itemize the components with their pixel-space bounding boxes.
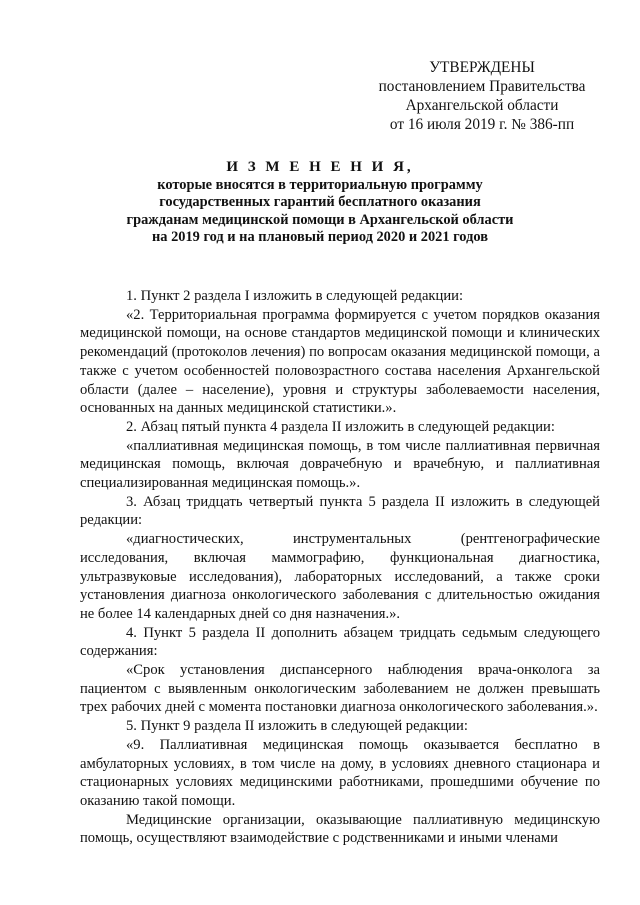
approval-block (356, 58, 608, 134)
document-body (80, 287, 600, 848)
document-subtitle-line: которые вносятся в территориальную программу (157, 176, 483, 193)
document-heading (70, 159, 570, 247)
approval-line: Архангельской области (405, 97, 559, 114)
paragraph: 3. Абзац тридцать четвертый пункта 5 раздела II изложить в следующей редакции: (80, 493, 600, 529)
paragraph: 1. Пункт 2 раздела I изложить в следующей редакции: (126, 288, 464, 304)
approval-title: УТВЕРЖДЕНЫ (429, 59, 535, 76)
paragraph: Медицинские организации, оказывающие паллиативную медицинскую помощь, осуществляют взаимодействие с родственниками и иными членами (80, 811, 600, 847)
paragraph: «диагностических, инструментальных (рентгенографические исследования, включая маммографию, функциональная диагностика, ультразвуковые исследования), лабораторных исследований, а также сроки установления диагноза онкологического заболевания с длительностью ожидания не более 14 календарных дней со дня назначения.». (80, 531, 600, 622)
paragraph: «9. Паллиативная медицинская помощь оказывается бесплатно в амбулаторных условиях, в том числе на дому, в условиях дневного стационара и стационарных условиях медицинскими работниками, прошедшими обучение по оказанию такой помощи. (80, 736, 600, 809)
paragraph: «2. Территориальная программа формируется с учетом порядков оказания медицинской помощи, на основе стандартов медицинской помощи и клинических рекомендаций (протоколов лечения) по вопросам оказания медицинской помощи, а также с учетом особенностей половозрастного состава населения Архангельской области (далее – население), уровня и структуры заболеваемости населения, основанных на данных медицинской статистики.». (80, 306, 600, 417)
paragraph: «паллиативная медицинская помощь, в том числе паллиативная первичная медицинская помощь, включая доврачебную и врачебную, и паллиативная специализированная медицинская помощь.». (80, 437, 600, 492)
approval-line: постановлением Правительства (378, 78, 586, 95)
document-subtitle-line: на 2019 год и на плановый период 2020 и 2021 годов (152, 229, 488, 245)
paragraph: 5. Пункт 9 раздела II изложить в следующей редакции: (126, 718, 468, 735)
document-subtitle-line: гражданам медицинской помощи в Архангельской области (126, 211, 514, 228)
paragraph: 2. Абзац пятый пункта 4 раздела II изложить в следующей редакции: (126, 418, 555, 435)
paragraph: «Срок установления диспансерного наблюдения врача-онколога за пациентом с выявленным онкологическим заболеванием не должен превышать трех рабочих дней с момента постановки диагноза онкологического заболевания.». (80, 662, 600, 716)
paragraph: 4. Пункт 5 раздела II дополнить абзацем тридцать седьмым следующего содержания: (80, 624, 600, 660)
document-title: И З М Е Н Е Н И Я, (226, 159, 414, 175)
document-subtitle-line: государственных гарантий бесплатного оказания (159, 194, 481, 210)
approval-date: от 16 июля 2019 г. № 386-пп (389, 116, 575, 133)
